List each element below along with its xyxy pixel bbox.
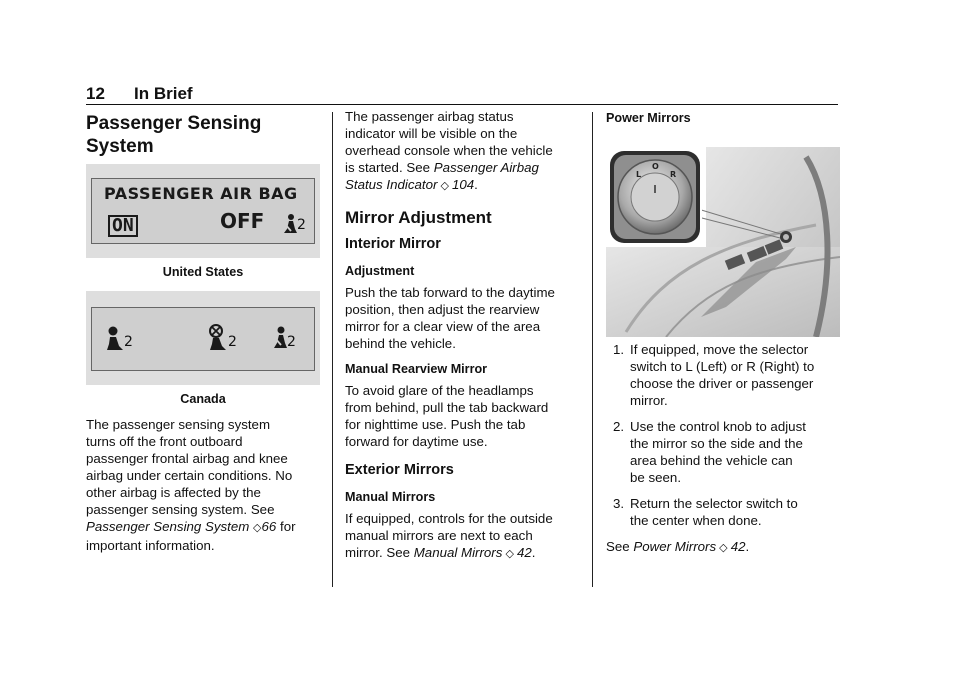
manual-rearview-paragraph: [345, 382, 577, 450]
on-indicator: ON: [108, 215, 138, 237]
power-mirror-figure: [606, 147, 840, 337]
see-prefix: mirror. See: [345, 545, 414, 560]
cross-reference[interactable]: [345, 544, 577, 563]
header-rule: [86, 104, 838, 105]
body-line: important information.: [86, 538, 215, 553]
mirror-adjustment-heading: Mirror Adjustment: [345, 208, 492, 227]
step-line: mirror.: [630, 393, 668, 408]
step-line: switch to L (Left) or R (Right) to: [630, 359, 815, 374]
manual-mirrors-label: Manual Mirrors: [345, 490, 436, 504]
seat-number-3: 2: [287, 334, 296, 350]
figure-canada: [86, 291, 320, 385]
step-line: area behind the vehicle can: [630, 453, 793, 468]
intro-paragraph: [345, 108, 577, 195]
page-ref-icon: ◇: [437, 180, 452, 192]
section-title: In Brief: [134, 84, 193, 103]
body-line: forward for daytime use.: [345, 434, 488, 449]
body-line: other airbag is affected by the: [86, 485, 261, 500]
column-1: [86, 108, 320, 554]
column-2: [345, 108, 577, 563]
page-header: [86, 84, 838, 106]
body-line: passenger sensing system. See: [86, 502, 275, 517]
step-number: 2.: [613, 419, 625, 434]
figure-united-states: [86, 164, 320, 258]
body-line: If equipped, controls for the outside: [345, 511, 553, 526]
exterior-mirrors-heading: Exterior Mirrors: [345, 462, 454, 478]
step-number: 1.: [613, 342, 625, 357]
page-ref-icon: ◇: [253, 522, 262, 534]
canada-lcd-display: [91, 307, 315, 371]
body-line: turns off the front outboard: [86, 434, 243, 449]
steps-list: [606, 341, 840, 529]
ref-page-number[interactable]: 42: [730, 539, 746, 554]
passenger-seat-belt-icon: [272, 326, 288, 350]
knob-letter-right: R: [670, 170, 677, 179]
heading-line-2: System: [86, 136, 154, 157]
step-line: Return the selector switch to: [630, 496, 798, 511]
body-line: The passenger airbag status: [345, 109, 514, 124]
figure-caption-canada: Canada: [180, 392, 226, 406]
body-line: from behind, pull the tab backward: [345, 400, 549, 415]
period: .: [531, 545, 536, 560]
period: .: [745, 539, 750, 554]
body-line: Push the tab forward to the daytime: [345, 285, 555, 300]
seat-number-1: 2: [124, 334, 133, 350]
knob-letter-center: O: [652, 162, 659, 171]
column-divider-2: [592, 112, 593, 587]
period: .: [474, 177, 478, 192]
ref-link-text[interactable]: Power Mirrors: [633, 539, 717, 554]
step-number: 3.: [613, 496, 625, 511]
knob-letter-left: L: [636, 170, 642, 179]
see-prefix: See: [606, 539, 634, 554]
body-line: passenger frontal airbag and knee: [86, 451, 288, 466]
seat-number-2: 2: [228, 334, 237, 350]
list-item: [606, 418, 840, 486]
step-line: If equipped, move the selector: [630, 342, 809, 357]
column-divider-1: [332, 112, 333, 587]
list-item: [606, 341, 840, 409]
step-line: the center when done.: [630, 513, 762, 528]
passenger-seat-icon: [282, 213, 298, 235]
figure-caption-us: United States: [162, 265, 244, 279]
ref-link-text[interactable]: Manual Mirrors: [413, 545, 503, 560]
body-line: overhead console when the vehicle: [345, 143, 553, 158]
body-line: mirror for a clear view of the area: [345, 319, 541, 334]
cross-reference[interactable]: [345, 176, 577, 195]
page-ref-icon: ◇: [502, 548, 517, 560]
ref-link-text[interactable]: Passenger Sensing System: [86, 519, 250, 534]
body-line: To avoid glare of the headlamps: [345, 383, 534, 398]
seat-number: 2: [297, 217, 306, 233]
body-line: for nighttime use. Push the tab: [345, 417, 526, 432]
off-indicator: OFF: [220, 209, 265, 233]
list-item: [606, 495, 840, 529]
body-line: indicator will be visible on the: [345, 126, 518, 141]
step-line: choose the driver or passenger: [630, 376, 814, 391]
see-prefix: is started. See: [345, 160, 434, 175]
column-3: [606, 108, 840, 557]
section-heading: [86, 112, 320, 158]
body-line: [345, 159, 577, 176]
airbag-lcd-display: [91, 178, 315, 244]
adjustment-label: Adjustment: [345, 264, 415, 278]
cross-reference[interactable]: [86, 518, 320, 537]
ref-link-text[interactable]: Passenger Airbag: [433, 160, 539, 175]
adjustment-paragraph: [345, 284, 577, 352]
power-mirrors-heading: Power Mirrors: [606, 111, 691, 125]
body-line: position, then adjust the rearview: [345, 302, 540, 317]
interior-mirror-heading: Interior Mirror: [345, 236, 441, 252]
ref-page-number[interactable]: 42: [516, 545, 532, 560]
manual-rearview-label: Manual Rearview Mirror: [345, 362, 488, 376]
cross-reference[interactable]: [606, 538, 840, 557]
step-line: Use the control knob to adjust: [630, 419, 806, 434]
page-number: 12: [86, 84, 105, 103]
manual-mirrors-paragraph: [345, 510, 577, 563]
step-line: be seen.: [630, 470, 682, 485]
step-line: the mirror so the side and the: [630, 436, 803, 451]
body-line: behind the vehicle.: [345, 336, 456, 351]
ref-link-text[interactable]: Status Indicator: [345, 177, 438, 192]
body-line: The passenger sensing system: [86, 417, 271, 432]
ref-page-number[interactable]: 104: [451, 177, 475, 192]
body-paragraph: [86, 416, 320, 554]
ref-suffix: for: [276, 519, 296, 534]
page-ref-icon: ◇: [716, 542, 731, 554]
body-line: manual mirrors are next to each: [345, 528, 533, 543]
display-title: PASSENGER AIR BAG: [104, 184, 298, 203]
door-panel-illustration: [606, 147, 840, 337]
ref-page-number[interactable]: 66: [261, 519, 277, 534]
body-line: airbag under certain conditions. No: [86, 468, 293, 483]
heading-line-1: Passenger Sensing: [86, 113, 262, 134]
